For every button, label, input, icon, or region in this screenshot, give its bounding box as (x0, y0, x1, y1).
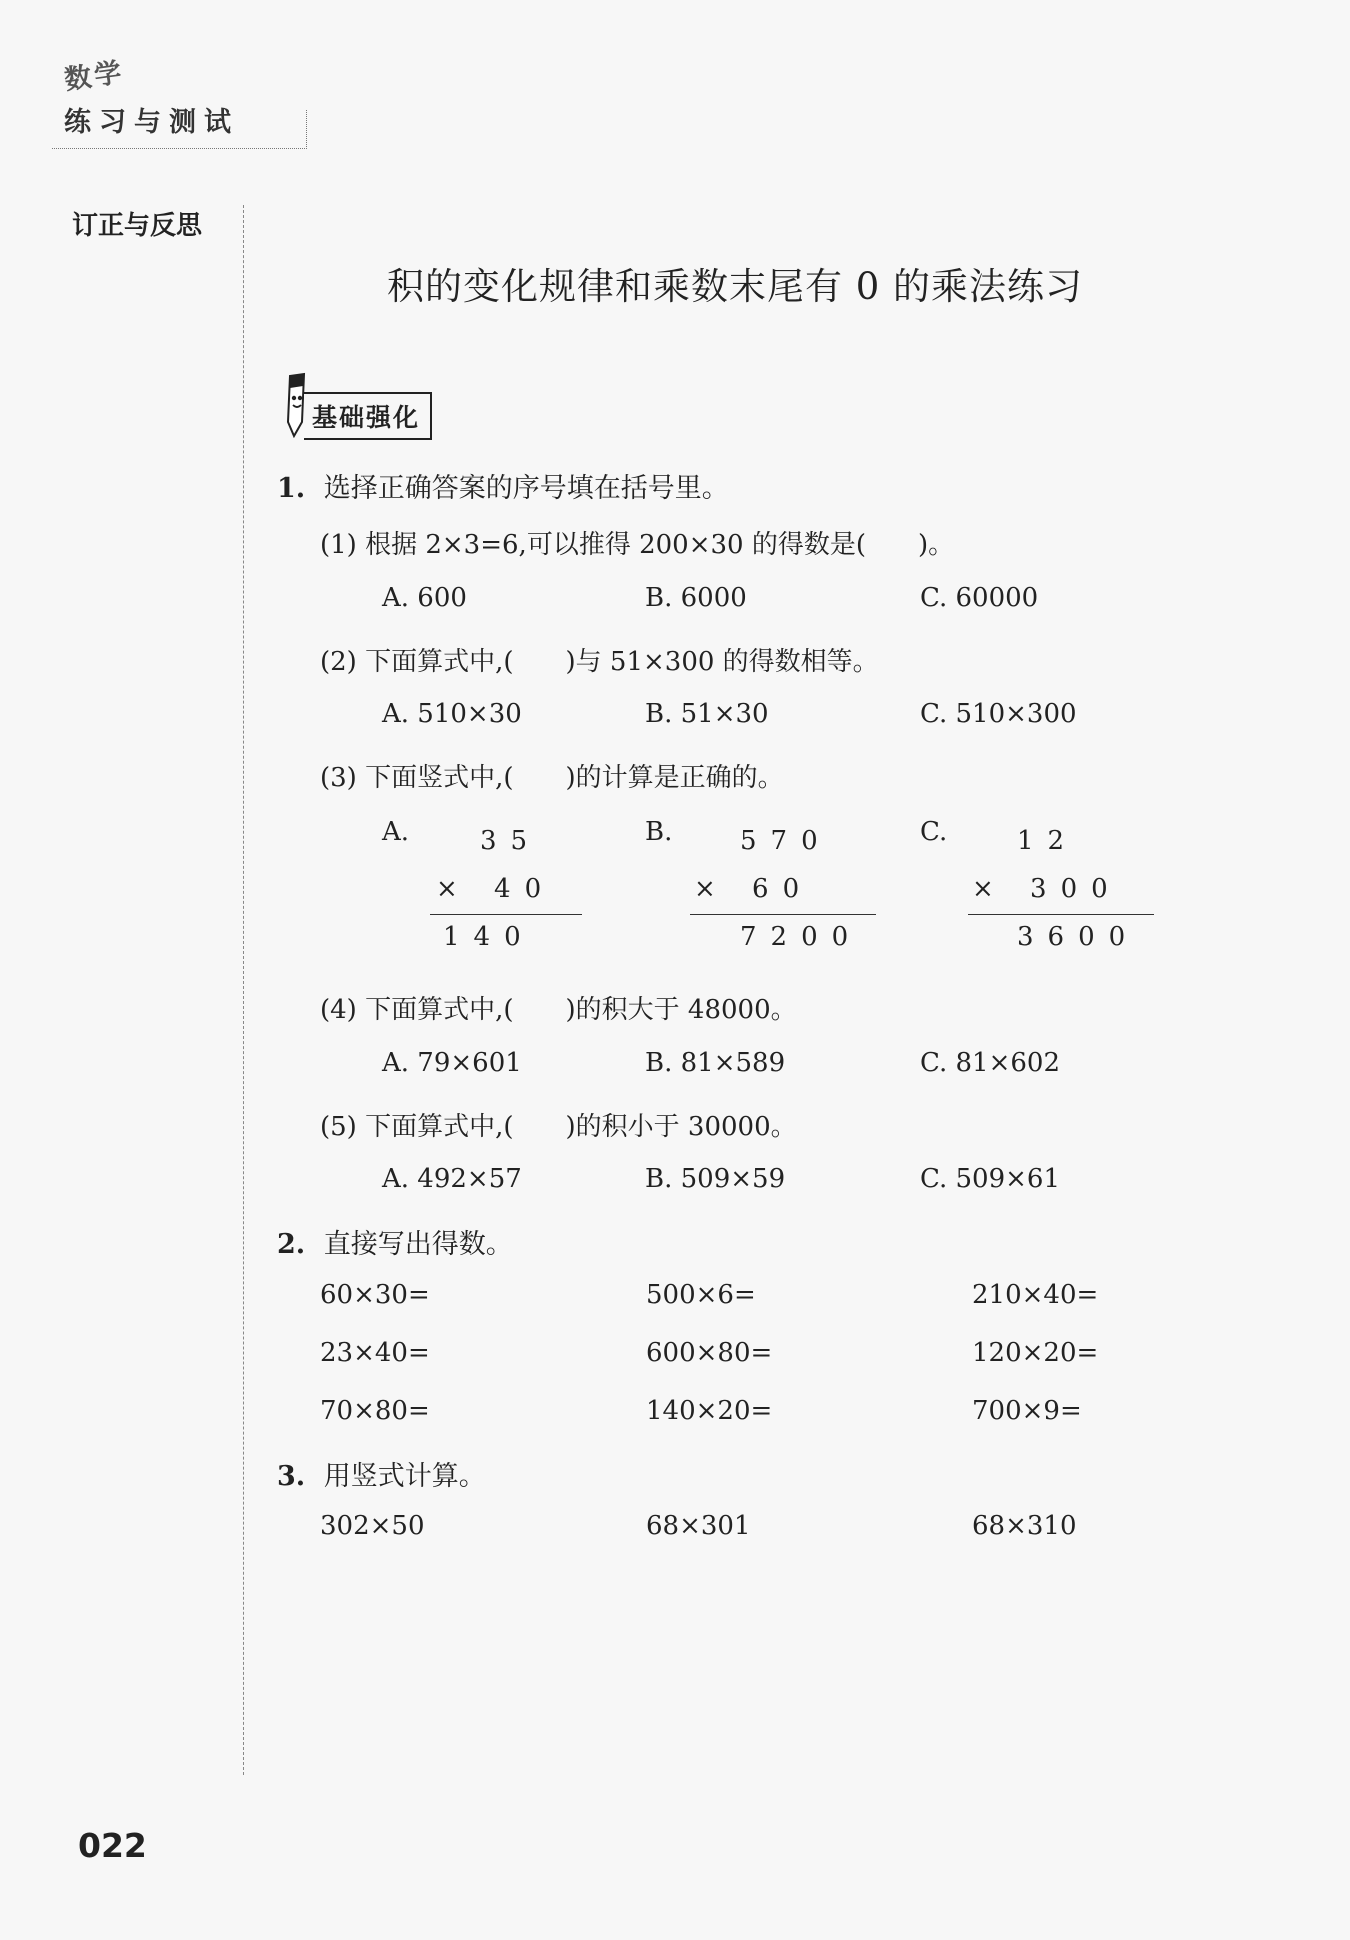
q1-2-option-a: A. 510×30 (382, 699, 522, 729)
vertical-rule (430, 914, 582, 915)
q1-5-option-a: A. 492×57 (382, 1164, 522, 1194)
vertical-multiplier: × 60 (694, 874, 814, 904)
q2-item: 500×6= (646, 1280, 756, 1310)
question-text: 选择正确答案的序号填在括号里。 (323, 473, 729, 504)
vertical-result: 7200 (740, 922, 863, 952)
page-title: 积的变化规律和乘数末尾有 0 的乘法练习 (386, 265, 1084, 308)
q3-item: 68×310 (972, 1511, 1077, 1541)
vertical-result: 140 (443, 922, 535, 952)
question-number: 2. (277, 1229, 306, 1260)
q2-item: 23×40= (320, 1338, 430, 1368)
q1-3-option-c: C. (920, 817, 948, 847)
q2-item: 600×80= (646, 1338, 773, 1368)
q1-4-option-b: B. 81×589 (645, 1048, 786, 1078)
vertical-rule (690, 914, 876, 915)
q2-item: 120×20= (972, 1338, 1099, 1368)
question-1 (277, 466, 729, 505)
vertical-result: 3600 (1017, 922, 1140, 952)
vertical-multiplier: × 300 (972, 874, 1122, 904)
vertical-top: 570 (740, 826, 832, 856)
question-3 (277, 1454, 486, 1493)
q1-3-option-a: A. (382, 817, 410, 847)
vertical-multiplier: × 40 (436, 874, 556, 904)
q1-5-option-c: C. 509×61 (920, 1164, 1060, 1194)
subject-label: 数学 (62, 56, 127, 96)
q1-part-3: (3) 下面竖式中,( )的计算是正确的。 (320, 763, 784, 793)
q1-4-option-c: C. 81×602 (920, 1048, 1060, 1078)
q1-5-option-b: B. 509×59 (645, 1164, 786, 1194)
question-number: 1. (277, 473, 306, 504)
q1-part-5: (5) 下面算式中,( )的积小于 30000。 (320, 1112, 797, 1142)
question-2 (277, 1222, 513, 1261)
question-text: 用竖式计算。 (323, 1461, 486, 1492)
page-number: 022 (78, 1826, 147, 1865)
q1-3-option-b: B. (645, 817, 673, 847)
q3-item: 68×301 (646, 1511, 751, 1541)
section-label: 基础强化 (304, 392, 432, 440)
q3-item: 302×50 (320, 1511, 425, 1541)
q1-part-1: (1) 根据 2×3=6,可以推得 200×30 的得数是( )。 (320, 530, 955, 560)
sidebar-label: 订正与反思 (72, 211, 203, 241)
q1-part-2: (2) 下面算式中,( )与 51×300 的得数相等。 (320, 647, 879, 677)
q1-4-option-a: A. 79×601 (382, 1048, 522, 1078)
vertical-rule (968, 914, 1154, 915)
question-number: 3. (277, 1461, 306, 1492)
sidebar-divider (243, 205, 244, 1775)
q2-item: 60×30= (320, 1280, 430, 1310)
q1-2-option-c: C. 510×300 (920, 699, 1077, 729)
book-title: 练习与测试 (64, 107, 239, 138)
q1-1-option-a: A. 600 (382, 583, 467, 613)
q2-item: 70×80= (320, 1396, 430, 1426)
q1-2-option-b: B. 51×30 (645, 699, 769, 729)
q2-item: 140×20= (646, 1396, 773, 1426)
question-text: 直接写出得数。 (323, 1229, 513, 1260)
q2-item: 210×40= (972, 1280, 1099, 1310)
q1-1-option-b: B. 6000 (645, 583, 747, 613)
vertical-top: 35 (480, 826, 542, 856)
q1-1-option-c: C. 60000 (920, 583, 1039, 613)
q2-item: 700×9= (972, 1396, 1082, 1426)
q1-part-4: (4) 下面算式中,( )的积大于 48000。 (320, 995, 797, 1025)
vertical-top: 12 (1017, 826, 1079, 856)
